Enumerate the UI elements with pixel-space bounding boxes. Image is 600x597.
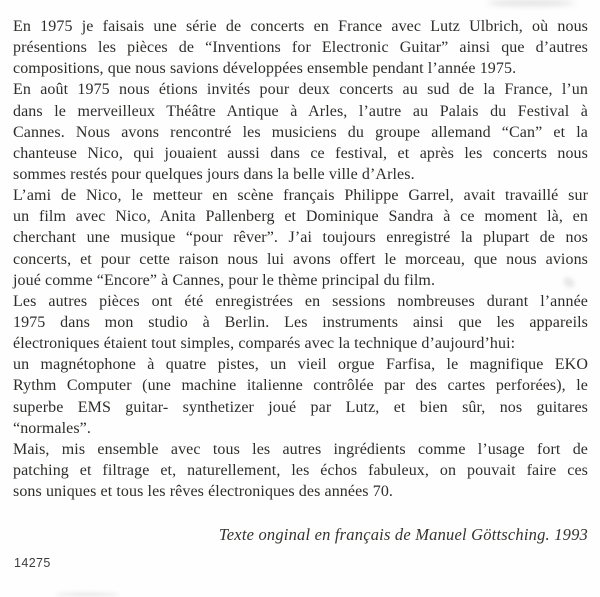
catalog-number: 14275: [14, 556, 51, 570]
text-line: Cannes. Nous avons rencontré les musiciens du groupe allemand “Can” et la: [13, 123, 588, 141]
text-line: présentions les pièces de “Inventions for Electronic Guitar” ainsi que d’autres: [13, 39, 588, 57]
text-line: Les autres pièces ont été enregistrées en sessions nombreuses durant l’année: [13, 292, 588, 310]
scan-smudge-artifact: [487, 0, 575, 6]
text-line: sons uniques et tous les rêves électroniques des années 70.: [13, 483, 394, 501]
scan-smudge-artifact: [55, 593, 119, 596]
attribution-line: Texte onginal en français de Manuel Göttsching. 1993: [218, 525, 588, 544]
text-line: électroniques étaient tout simples, comparés avec la technique d’aujourd’hui:: [13, 335, 516, 353]
text-line: cherchant une musique “pour rêver”. J’ai toujours enregistré la plupart de nos: [13, 229, 588, 247]
liner-notes-text: [13, 16, 588, 502]
text-line: L’ami de Nico, le metteur en scène français Philippe Garrel, avait travaillé sur: [13, 187, 588, 205]
text-line: Rythm Computer (une machine italienne contrôlée par des cartes perforées), le: [13, 377, 588, 395]
text-line: joué comme “Encore” à Cannes, pour le thème principal du film.: [13, 271, 436, 289]
text-line: chanteuse Nico, qui jouaient aussi dans ce festival, et après les concerts nous: [13, 144, 588, 162]
text-line: compositions, que nous savions développées ensemble pendant l’année 1975.: [13, 60, 517, 78]
text-line: Mais, mis ensemble avec tous les autres ingrédients comme l’usage fort de: [13, 440, 588, 458]
text-line: 1975 dans mon studio à Berlin. Les instruments ainsi que les appareils: [13, 313, 588, 331]
text-line: dans le merveilleux Théâtre Antique à Arles, l’autre au Palais du Festival à: [13, 102, 588, 120]
text-line: patching et filtrage et, naturellement, les échos fabuleux, on pouvait faire ces: [13, 461, 588, 479]
text-line: un magnétophone à quatre pistes, un vieil orgue Farfisa, le magnifique EKO: [13, 356, 588, 374]
text-line: En août 1975 nous étions invités pour deux concerts au sud de la France, l’un: [13, 81, 588, 99]
text-line: superbe EMS guitar- synthetizer joué par Lutz, et bien sûr, nos guitares: [13, 398, 588, 416]
text-line: En 1975 je faisais une série de concerts en France avec Lutz Ulbrich, où nous: [13, 18, 588, 35]
text-line: concerts, et pour cette raison nous lui avons offert le morceau, que nous avions: [13, 250, 588, 268]
text-line: un film avec Nico, Anita Pallenberg et Dominique Sandra à ce moment là, en: [13, 208, 588, 226]
text-line: “normales”.: [13, 419, 91, 437]
text-line: sommes restés pour quelques jours dans la belle ville d’Arles.: [13, 165, 415, 183]
